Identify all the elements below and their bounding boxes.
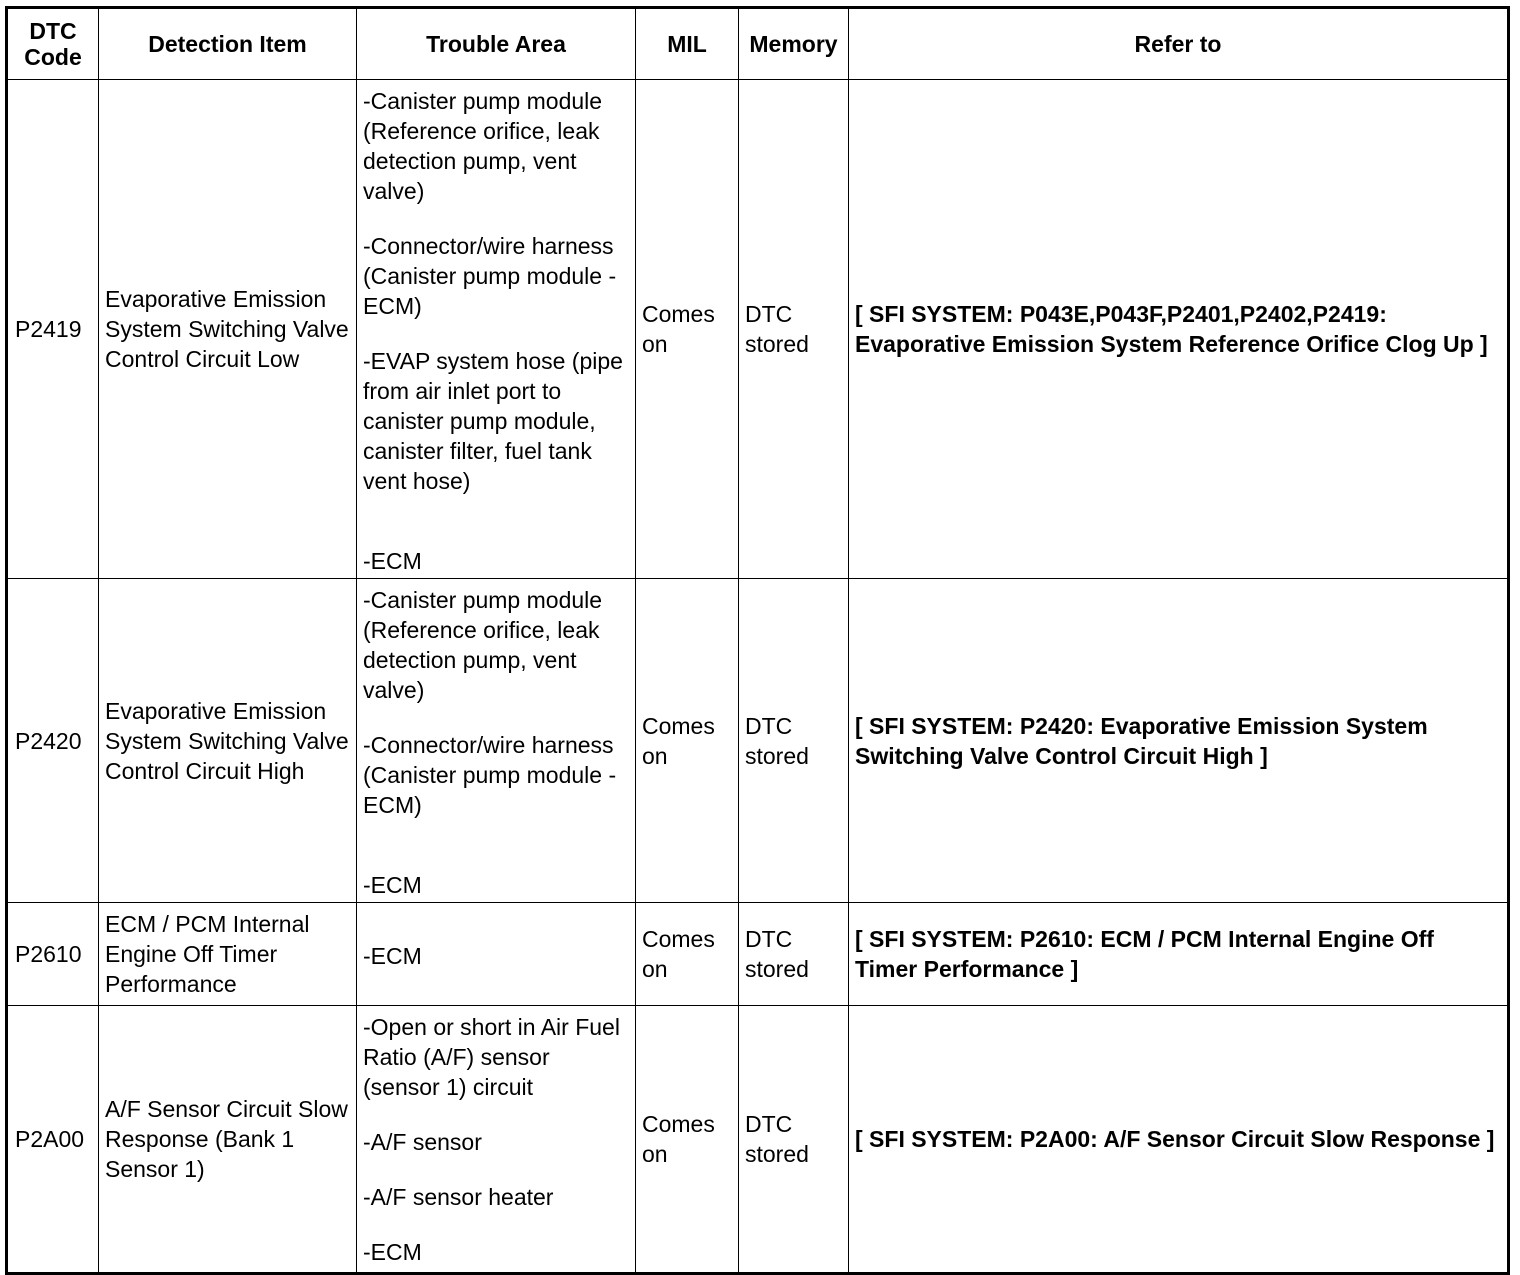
trouble-area-item: -Connector/wire harness (Canister pump module - ECM) [363, 233, 617, 319]
detection-item-cell: Evaporative Emission System Switching Valve Control Circuit Low [99, 80, 357, 579]
refer-to-link[interactable]: [ SFI SYSTEM: P2420: Evaporative Emission System Switching Valve Control Circuit High ] [849, 579, 1509, 903]
trouble-area-item: -A/F sensor [363, 1129, 482, 1155]
dtc-code-cell: P2A00 [7, 1006, 99, 1274]
trouble-area-item: -ECM [363, 872, 422, 898]
refer-to-link[interactable]: [ SFI SYSTEM: P2610: ECM / PCM Internal Engine Off Timer Performance ] [849, 903, 1509, 1006]
table-row [7, 579, 1509, 903]
memory-cell: DTC stored [739, 80, 849, 579]
dtc-code-cell: P2610 [7, 903, 99, 1006]
mil-cell: Comes on [636, 1006, 739, 1274]
dtc-code-cell: P2419 [7, 80, 99, 579]
memory-cell: DTC stored [739, 903, 849, 1006]
header-trouble-area: Trouble Area [357, 8, 636, 80]
header-refer-to: Refer to [849, 8, 1509, 80]
header-detection-item: Detection Item [99, 8, 357, 80]
dtc-code-cell: P2420 [7, 579, 99, 903]
memory-cell: DTC stored [739, 579, 849, 903]
trouble-area-item: -Connector/wire harness (Canister pump module - ECM) [363, 732, 617, 818]
mil-cell: Comes on [636, 80, 739, 579]
memory-cell: DTC stored [739, 1006, 849, 1274]
table-row [7, 80, 1509, 579]
header-row [7, 8, 1509, 80]
trouble-area-item: -Open or short in Air Fuel Ratio (A/F) sensor (sensor 1) circuit [363, 1014, 620, 1100]
detection-item-cell: ECM / PCM Internal Engine Off Timer Performance [99, 903, 357, 1006]
trouble-area-item: -ECM [363, 943, 422, 969]
trouble-area-cell [357, 579, 636, 903]
trouble-area-item: -Canister pump module (Reference orifice, leak detection pump, vent valve) [363, 88, 603, 204]
header-memory: Memory [739, 8, 849, 80]
mil-cell: Comes on [636, 903, 739, 1006]
dtc-table [5, 6, 1510, 1275]
trouble-area-cell [357, 1006, 636, 1274]
detection-item-cell: Evaporative Emission System Switching Valve Control Circuit High [99, 579, 357, 903]
refer-to-link[interactable]: [ SFI SYSTEM: P2A00: A/F Sensor Circuit Slow Response ] [849, 1006, 1509, 1274]
detection-item-cell: A/F Sensor Circuit Slow Response (Bank 1 Sensor 1) [99, 1006, 357, 1274]
trouble-area-item: -ECM [363, 1239, 422, 1265]
trouble-area-cell [357, 903, 636, 1006]
table-row [7, 903, 1509, 1006]
trouble-area-cell [357, 80, 636, 579]
trouble-area-item: -ECM [363, 548, 422, 574]
trouble-area-item: -Canister pump module (Reference orifice, leak detection pump, vent valve) [363, 587, 603, 703]
header-dtc-code: DTC Code [7, 8, 99, 80]
refer-to-link[interactable]: [ SFI SYSTEM: P043E,P043F,P2401,P2402,P2419: Evaporative Emission System Reference Orifice Clog Up ] [849, 80, 1509, 579]
trouble-area-item: -EVAP system hose (pipe from air inlet port to canister pump module, canister filter, fuel tank vent hose) [363, 348, 623, 494]
header-mil: MIL [636, 8, 739, 80]
mil-cell: Comes on [636, 579, 739, 903]
trouble-area-item: -A/F sensor heater [363, 1184, 554, 1210]
table-row [7, 1006, 1509, 1274]
